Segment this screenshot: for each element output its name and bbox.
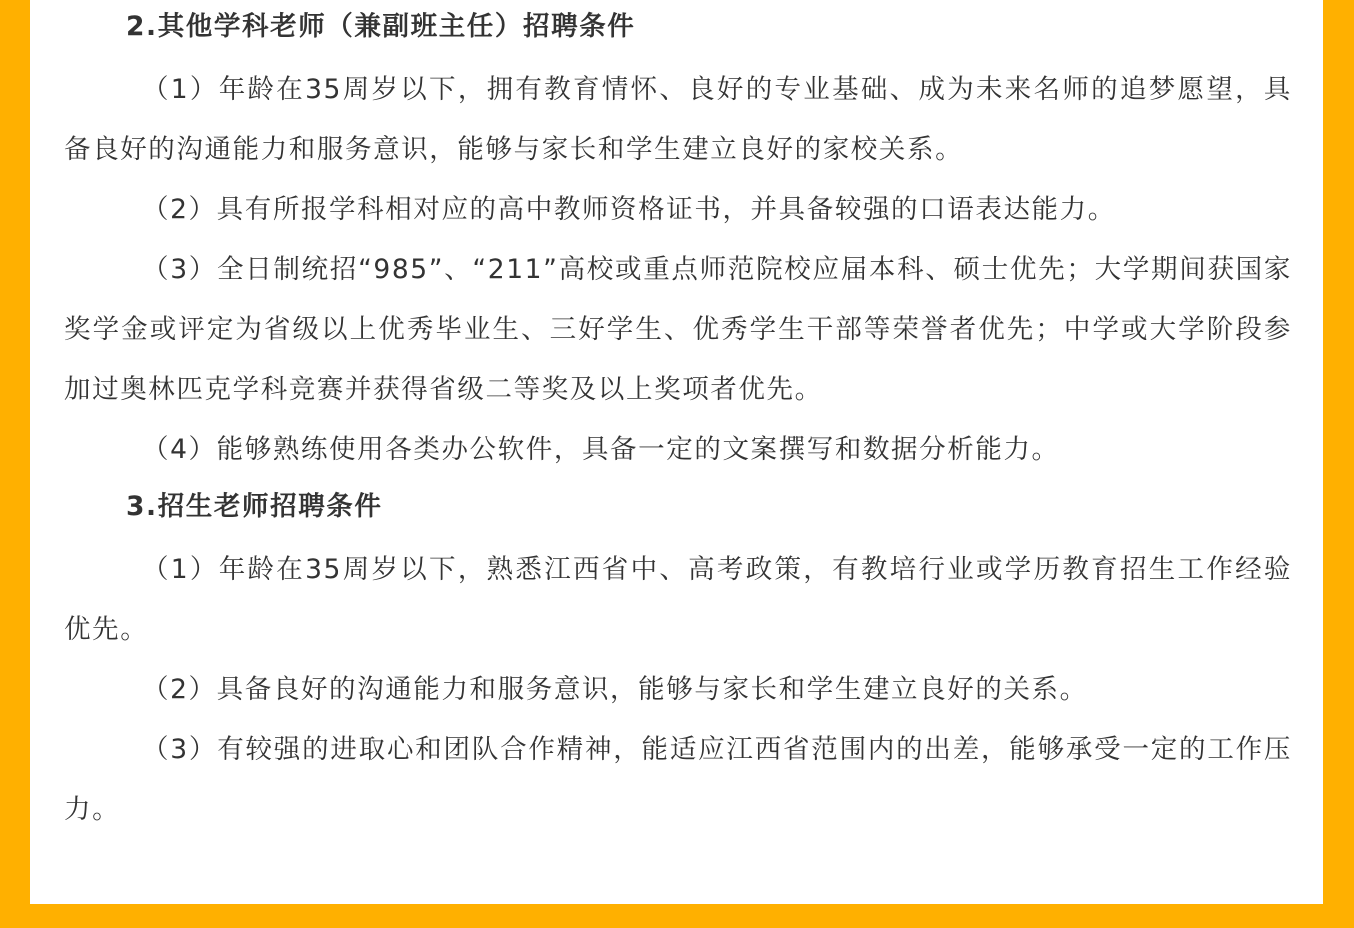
requirement-item: （1）年龄在35周岁以下，拥有教育情怀、良好的专业基础、成为未来名师的追梦愿望，具备良好的沟通能力和服务意识，能够与家长和学生建立良好的家校关系。 xyxy=(64,74,1292,165)
requirement-item: （4）能够熟练使用各类办公软件，具备一定的文案撰写和数据分析能力。 xyxy=(142,434,1060,465)
requirement-item: （3）有较强的进取心和团队合作精神，能适应江西省范围内的出差，能够承受一定的工作压力。 xyxy=(64,734,1292,825)
section-admissions-teachers xyxy=(64,480,1292,840)
content-card xyxy=(30,0,1323,904)
requirement-item: （2）具有所报学科相对应的高中教师资格证书，并具备较强的口语表达能力。 xyxy=(142,194,1116,225)
requirement-item: （2）具备良好的沟通能力和服务意识，能够与家长和学生建立良好的关系。 xyxy=(142,674,1088,705)
section-heading: 3.招生老师招聘条件 xyxy=(126,491,383,522)
requirement-item: （1）年龄在35周岁以下，熟悉江西省中、高考政策，有教培行业或学历教育招生工作经验优先。 xyxy=(64,554,1292,645)
requirement-item: （3）全日制统招“985”、“211”高校或重点师范院校应届本科、硕士优先；大学期间获国家奖学金或评定为省级以上优秀毕业生、三好学生、优秀学生干部等荣誉者优先；中学或大学阶段参加过奥林匹克学科竞赛并获得省级二等奖及以上奖项者优先。 xyxy=(64,254,1292,405)
section-heading: 2.其他学科老师（兼副班主任）招聘条件 xyxy=(126,11,636,42)
document-body xyxy=(64,0,1292,840)
section-other-teachers xyxy=(64,0,1292,480)
